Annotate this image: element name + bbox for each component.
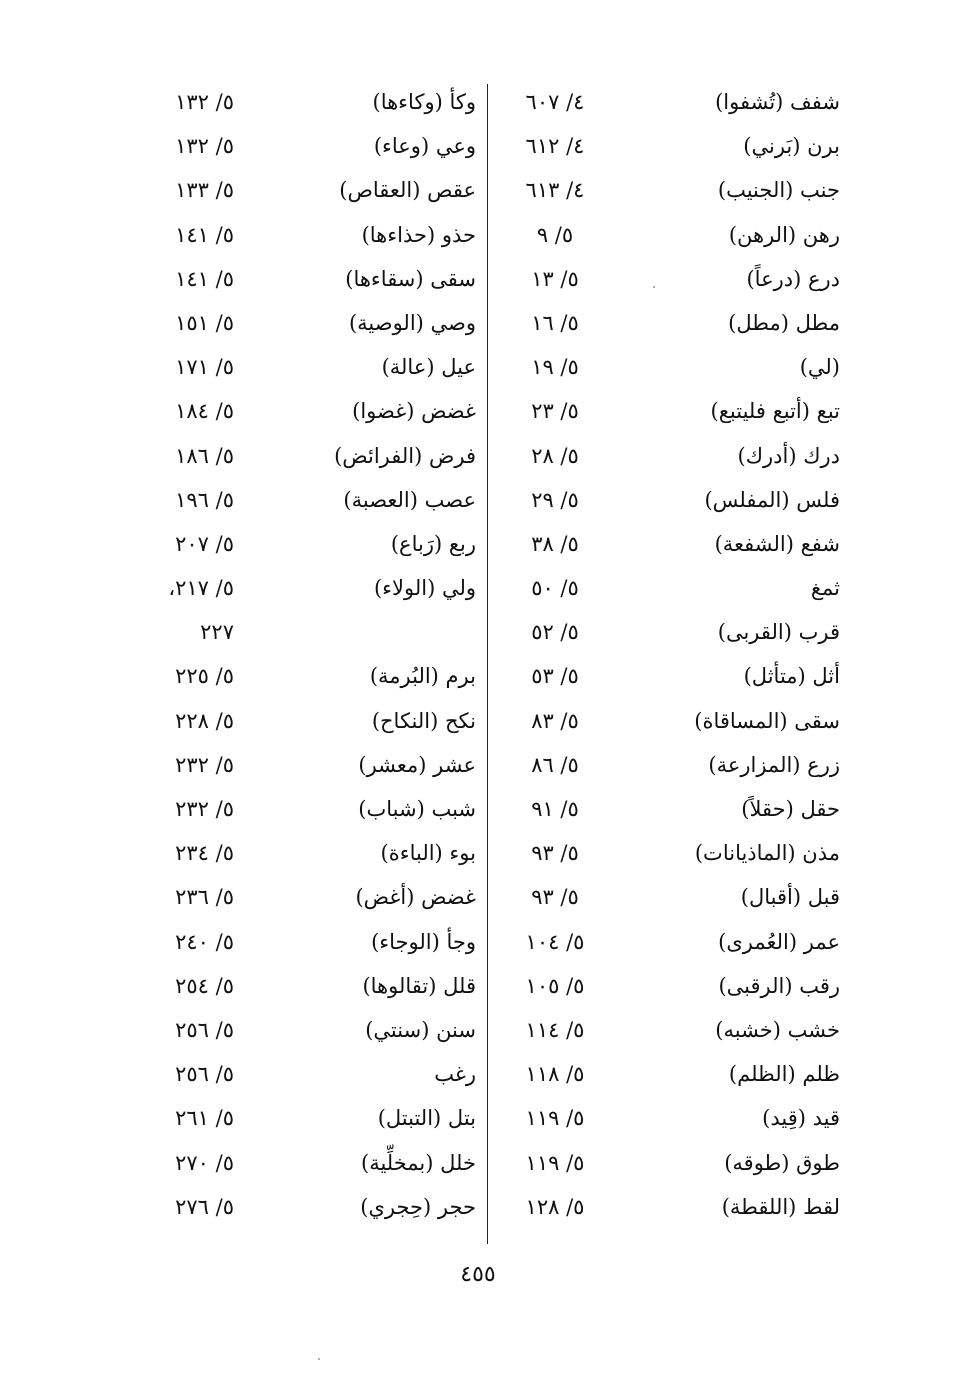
index-reference: ٥/ ٥٢: [531, 620, 579, 645]
index-reference: ٥/ ١١٨: [525, 1062, 585, 1087]
index-term: غضض (أغض): [355, 885, 476, 910]
index-reference: ٥/ ٢٢٥: [175, 664, 234, 689]
index-reference: ٤/ ٦١٣: [525, 178, 585, 203]
index-term: ثمغ: [810, 576, 840, 601]
index-term: مذن (الماذيانات): [694, 841, 840, 866]
index-reference: ٥/ ٩٣: [531, 885, 579, 910]
index-term: قيد (قِيد): [762, 1106, 840, 1131]
index-term: فرض (الفرائض): [334, 443, 476, 468]
index-term: نكح (النكاح): [371, 708, 476, 733]
index-row: [120, 654, 850, 698]
index-reference: ٥/ ٩١: [531, 797, 579, 821]
index-term: رغب: [434, 1062, 476, 1087]
index-reference: ٥/ ٨٣: [531, 708, 579, 733]
index-reference: ٥/ ٢٧٠: [175, 1150, 234, 1175]
index-reference: ٥/ ١٦: [531, 310, 579, 335]
index-term: طوق (طوقه): [724, 1150, 840, 1175]
index-reference: ٥/ ١١٤: [525, 1017, 585, 1042]
index-row: [120, 478, 850, 522]
page-number: ٤٥٥: [460, 1262, 496, 1287]
index-row: [120, 875, 850, 919]
index-row: [120, 743, 850, 787]
index-reference: ٥/ ٢٧٦: [175, 1194, 234, 1219]
index-row: [120, 213, 850, 257]
index-reference: ٥/ ٩٣: [531, 841, 579, 866]
index-row: [120, 1185, 850, 1229]
index-term: درك (أدرك): [737, 443, 840, 468]
index-reference: ٥/ ٢٣٦: [175, 885, 234, 910]
index-term: أثل (متأثل): [743, 664, 840, 689]
index-reference: ٥/ ١٤١: [175, 266, 234, 291]
index-term: وعي (وعاء): [373, 134, 476, 159]
index-reference: ٤/ ٦١٢: [525, 134, 585, 159]
index-reference: ٥/ ٢٠٧: [175, 531, 234, 556]
index-term: شبب (شباب): [358, 797, 476, 821]
index-reference: ٥/ ٩: [536, 222, 574, 247]
index-reference: ٥/ ٥٣: [531, 664, 579, 689]
index-reference: ٢٢٧: [200, 620, 234, 645]
index-term: برن (بَرني): [743, 134, 840, 159]
index-term: بوء (الباءة): [380, 841, 476, 866]
index-term: شفع (الشفعة): [714, 531, 840, 556]
index-term: وجأ (الوجاء): [371, 929, 476, 954]
index-reference: ٥/ ٨٦: [531, 752, 579, 777]
index-reference: ٥/ ١٢٨: [525, 1194, 585, 1219]
index-term: غضض (غضوا): [352, 399, 476, 424]
index-term: ولي (الولاء): [373, 576, 476, 601]
index-row: [120, 345, 850, 389]
index-row: [120, 434, 850, 478]
index-term: حذو (حذاءها): [361, 222, 476, 247]
index-reference: ٥/ ٢٥٤: [175, 973, 234, 998]
index-term: خشب (خشبه): [715, 1017, 840, 1042]
index-term: لقط (اللقطة): [721, 1194, 840, 1219]
scan-speck: [653, 286, 655, 288]
index-row: [120, 1141, 850, 1185]
index-reference: ٥/ ٢٥٦: [175, 1062, 234, 1087]
index-row: [120, 787, 850, 831]
index-row: [120, 168, 850, 212]
index-reference: ٥/ ١٨٤: [175, 399, 234, 424]
index-reference: ٥/ ٢٥٦: [175, 1017, 234, 1042]
index-reference: ٥/ ٢٨: [531, 443, 579, 468]
index-reference: ٥/ ٢٢٨: [175, 708, 234, 733]
index-term: وكأ (وكاءها): [372, 90, 476, 114]
index-reference: ٥/ ٥٠: [531, 576, 579, 601]
index-term: عشر (معشر): [358, 752, 476, 777]
index-term: حجر (حِجري): [360, 1194, 476, 1219]
index-term: فلس (المفلس): [704, 487, 840, 512]
index-reference: ٥/ ١٥١: [175, 310, 234, 335]
index-term: رقب (الرقبى): [718, 973, 840, 998]
index-term: حقل (حقلاً): [741, 797, 840, 821]
index-term: رهن (الرهن): [728, 222, 840, 247]
index-row: [120, 301, 850, 345]
index-term: زرع (المزارعة): [708, 752, 840, 777]
index-term: ربع (رَباع): [390, 531, 476, 556]
index-term: (لي): [799, 355, 840, 380]
index-reference: ٥/ ٢٩: [531, 487, 579, 512]
index-reference: ٥/ ١٠٤: [525, 929, 585, 954]
index-row: [120, 964, 850, 1008]
index-term: ظلم (الظلم): [728, 1062, 840, 1087]
index-reference: ٥/ ١٤١: [175, 222, 234, 247]
index-term: قبل (أقبال): [740, 885, 840, 910]
index-term: قرب (القربى): [717, 620, 840, 645]
index-reference: ٥/ ١٠٥: [525, 973, 585, 998]
index-reference: ٥/ ٢٣٢: [175, 797, 234, 821]
index-table: [120, 80, 850, 1229]
index-reference: ٥/ ١٧١: [175, 355, 234, 380]
index-term: سنن (سنتي): [365, 1017, 476, 1042]
index-reference: ٥/ ٣٨: [531, 531, 579, 556]
index-reference: ٥/ ٢٦١: [175, 1106, 234, 1131]
index-row: [120, 566, 850, 610]
index-row: [120, 389, 850, 433]
index-term: عيل (عالة): [381, 355, 476, 380]
index-term: بتل (التبتل): [377, 1106, 476, 1131]
index-row: [120, 1096, 850, 1140]
index-term: قلل (تقالوها): [362, 973, 476, 998]
index-reference: ٥/ ١١٩: [525, 1150, 585, 1175]
index-row: [120, 257, 850, 301]
index-reference: ٥/ ٢١٧،: [168, 576, 234, 601]
index-row: [120, 610, 850, 654]
index-row: [120, 80, 850, 124]
index-row: [120, 124, 850, 168]
index-row: [120, 1052, 850, 1096]
index-row: [120, 699, 850, 743]
index-reference: ٥/ ١١٩: [525, 1106, 585, 1131]
index-reference: ٥/ ١٩: [531, 355, 579, 380]
index-term: وصي (الوصية): [348, 310, 476, 335]
index-term: سقى (سقاءها): [345, 266, 476, 291]
index-term: جنب (الجنيب): [717, 178, 840, 203]
index-term: درع (درعاً): [746, 266, 840, 291]
index-term: شفف (تُشفوا): [715, 90, 840, 114]
index-reference: ٤/ ٦٠٧: [525, 90, 585, 114]
index-row: [120, 920, 850, 964]
index-term: تبع (أتبع فليتبع): [710, 399, 840, 424]
index-reference: ٥/ ١٣: [531, 266, 579, 291]
index-term: سقى (المساقاة): [694, 708, 840, 733]
index-reference: ٥/ ٢٣٢: [175, 752, 234, 777]
index-row: [120, 831, 850, 875]
index-term: خلل (بمخلِّية): [361, 1150, 476, 1175]
index-reference: ٥/ ٢٣: [531, 399, 579, 424]
index-term: مطل (مطل): [728, 310, 840, 335]
index-term: عمر (العُمرى): [718, 929, 840, 954]
index-term: عقص (العقاص): [339, 178, 476, 203]
index-row: [120, 522, 850, 566]
index-reference: ٥/ ١٣٢: [175, 90, 234, 114]
index-reference: ٥/ ١٨٦: [175, 443, 234, 468]
index-reference: ٥/ ٢٤٠: [175, 929, 234, 954]
index-term: برم (البُرمة): [369, 664, 476, 689]
index-term: عصب (العصبة): [343, 487, 476, 512]
scan-speck: [318, 1358, 320, 1360]
index-reference: ٥/ ٢٣٤: [175, 841, 234, 866]
index-row: [120, 1008, 850, 1052]
index-reference: ٥/ ١٣٢: [175, 134, 234, 159]
index-reference: ٥/ ١٩٦: [175, 487, 234, 512]
index-reference: ٥/ ١٣٣: [175, 178, 234, 203]
